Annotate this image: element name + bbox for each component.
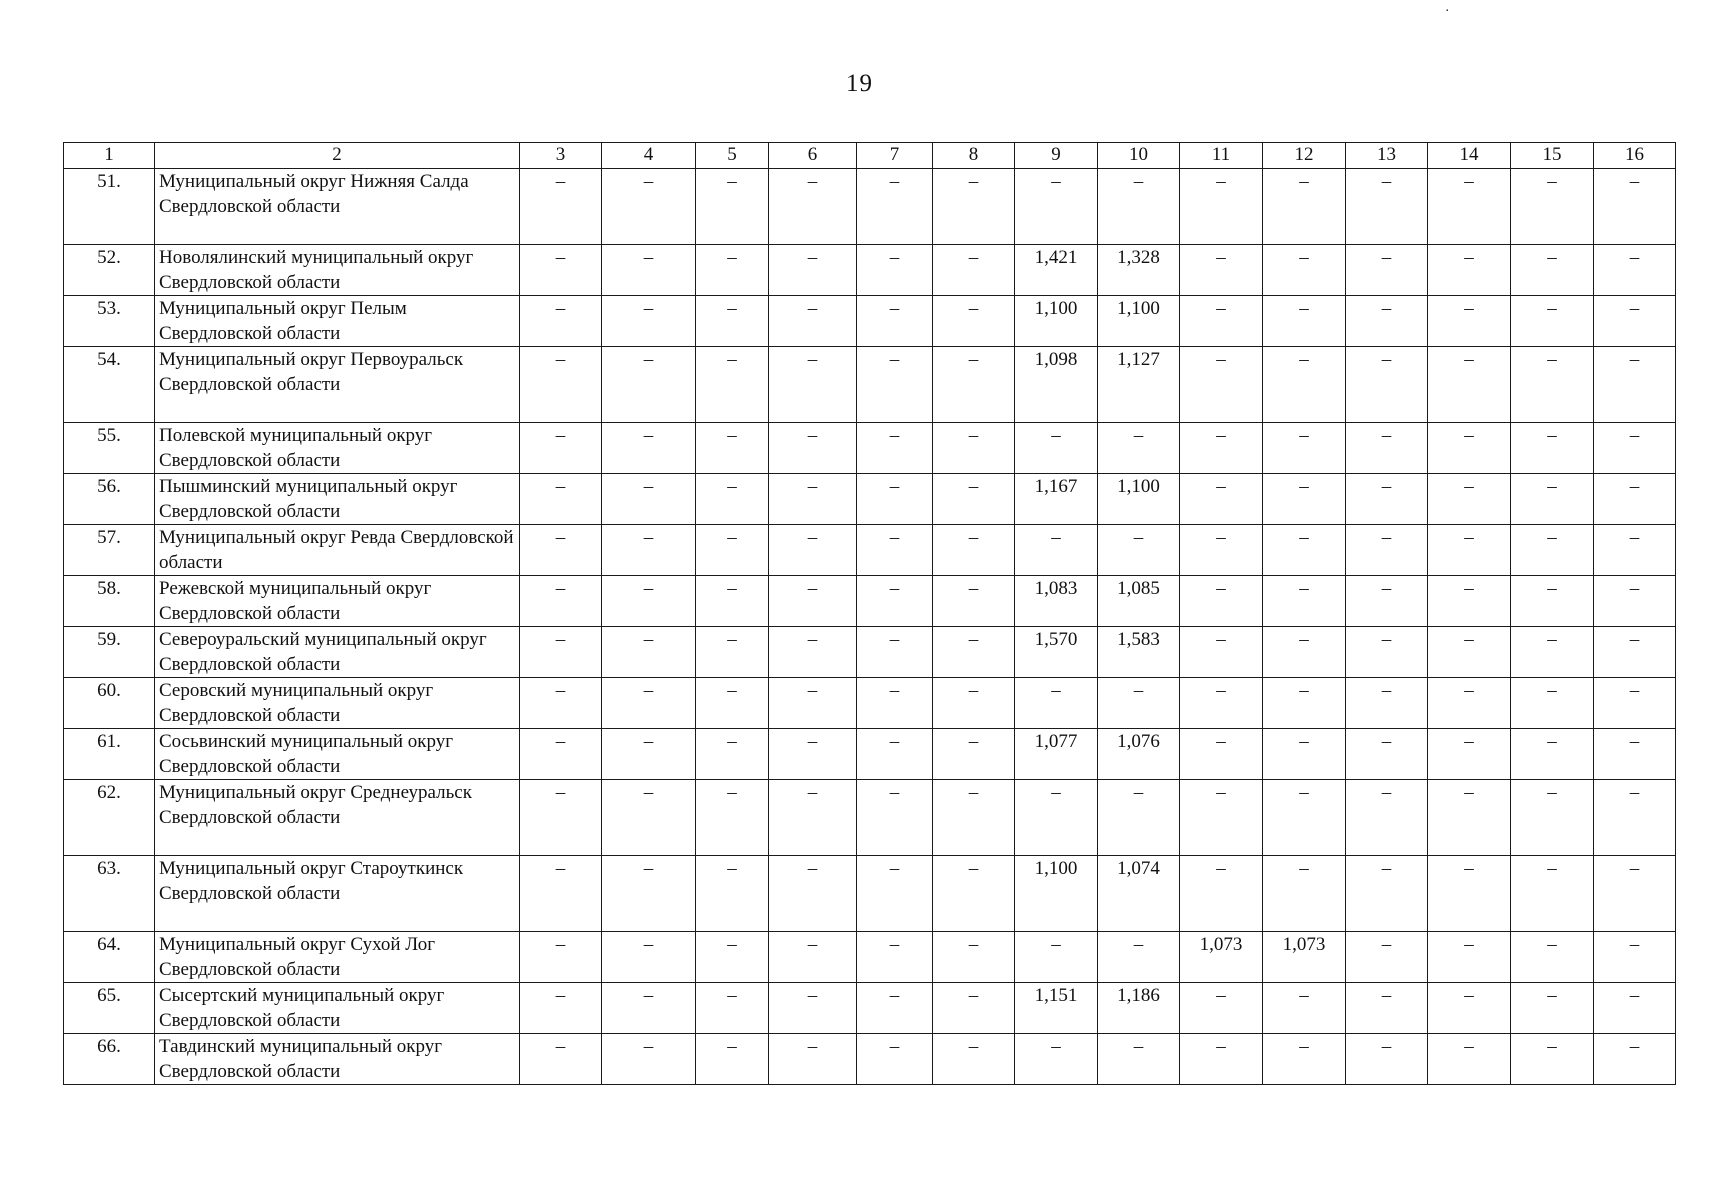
value-cell-col-12: – [1263,525,1346,576]
value-cell-col-10: 1,127 [1098,347,1180,423]
table-row [64,169,1676,245]
value-cell-col-4: – [602,627,696,678]
value-cell-col-6: – [769,169,857,245]
value-cell-col-9: 1,100 [1015,296,1098,347]
municipality-name: Муниципальный округ Первоуральск Свердловской области [155,347,520,423]
value-cell-col-4: – [602,347,696,423]
value-cell-col-5: – [696,932,769,983]
value-cell-col-15: – [1511,423,1594,474]
value-cell-col-6: – [769,780,857,856]
value-cell-col-5: – [696,576,769,627]
value-cell-col-15: – [1511,296,1594,347]
value-cell-col-7: – [857,1034,933,1085]
value-cell-col-4: – [602,780,696,856]
municipality-name: Новолялинский муниципальный округ Свердловской области [155,245,520,296]
value-cell-col-6: – [769,245,857,296]
value-cell-col-16: – [1594,678,1676,729]
value-cell-col-11: – [1180,983,1263,1034]
table-row [64,983,1676,1034]
value-cell-col-12: – [1263,347,1346,423]
value-cell-col-15: – [1511,856,1594,932]
value-cell-col-4: – [602,1034,696,1085]
value-cell-col-6: – [769,423,857,474]
value-cell-col-8: – [933,296,1015,347]
value-cell-col-14: – [1428,678,1511,729]
value-cell-col-16: – [1594,245,1676,296]
column-header-8: 8 [933,143,1015,169]
table-row [64,1034,1676,1085]
value-cell-col-13: – [1346,245,1428,296]
value-cell-col-10: 1,085 [1098,576,1180,627]
table-row [64,245,1676,296]
value-cell-col-16: – [1594,525,1676,576]
value-cell-col-7: – [857,576,933,627]
value-cell-col-11: – [1180,245,1263,296]
column-header-4: 4 [602,143,696,169]
value-cell-col-11: – [1180,856,1263,932]
value-cell-col-12: – [1263,245,1346,296]
value-cell-col-16: – [1594,169,1676,245]
municipality-name: Североуральский муниципальный округ Свердловской области [155,627,520,678]
value-cell-col-4: – [602,245,696,296]
value-cell-col-10: – [1098,525,1180,576]
value-cell-col-9: – [1015,169,1098,245]
value-cell-col-7: – [857,627,933,678]
value-cell-col-11: – [1180,296,1263,347]
value-cell-col-15: – [1511,347,1594,423]
value-cell-col-12: – [1263,780,1346,856]
value-cell-col-6: – [769,525,857,576]
table-row [64,627,1676,678]
value-cell-col-7: – [857,678,933,729]
value-cell-col-14: – [1428,245,1511,296]
row-number: 53. [64,296,155,347]
value-cell-col-15: – [1511,983,1594,1034]
value-cell-col-9: 1,421 [1015,245,1098,296]
row-number: 55. [64,423,155,474]
table-row [64,780,1676,856]
value-cell-col-5: – [696,729,769,780]
value-cell-col-14: – [1428,296,1511,347]
row-number: 59. [64,627,155,678]
value-cell-col-11: – [1180,627,1263,678]
value-cell-col-15: – [1511,525,1594,576]
value-cell-col-10: 1,583 [1098,627,1180,678]
table-row [64,856,1676,932]
value-cell-col-6: – [769,627,857,678]
value-cell-col-8: – [933,245,1015,296]
row-number: 54. [64,347,155,423]
table-row [64,474,1676,525]
row-number: 56. [64,474,155,525]
value-cell-col-13: – [1346,474,1428,525]
value-cell-col-6: – [769,296,857,347]
value-cell-col-3: – [520,780,602,856]
municipality-name: Режевской муниципальный округ Свердловской области [155,576,520,627]
value-cell-col-6: – [769,347,857,423]
value-cell-col-11: – [1180,169,1263,245]
value-cell-col-16: – [1594,1034,1676,1085]
row-number: 52. [64,245,155,296]
value-cell-col-3: – [520,423,602,474]
value-cell-col-4: – [602,423,696,474]
value-cell-col-7: – [857,983,933,1034]
municipality-name: Муниципальный округ Староуткинск Свердловской области [155,856,520,932]
value-cell-col-9: 1,570 [1015,627,1098,678]
value-cell-col-13: – [1346,729,1428,780]
value-cell-col-16: – [1594,729,1676,780]
municipality-name: Сысертский муниципальный округ Свердловской области [155,983,520,1034]
value-cell-col-10: 1,076 [1098,729,1180,780]
value-cell-col-15: – [1511,576,1594,627]
value-cell-col-6: – [769,729,857,780]
value-cell-col-12: 1,073 [1263,932,1346,983]
column-header-10: 10 [1098,143,1180,169]
row-number: 62. [64,780,155,856]
page-number: 19 [846,70,873,97]
value-cell-col-14: – [1428,1034,1511,1085]
value-cell-col-3: – [520,576,602,627]
value-cell-col-15: – [1511,474,1594,525]
value-cell-col-11: – [1180,423,1263,474]
value-cell-col-13: – [1346,678,1428,729]
value-cell-col-7: – [857,525,933,576]
value-cell-col-6: – [769,856,857,932]
column-header-2: 2 [155,143,520,169]
value-cell-col-14: – [1428,932,1511,983]
value-cell-col-12: – [1263,627,1346,678]
value-cell-col-10: – [1098,678,1180,729]
value-cell-col-16: – [1594,856,1676,932]
municipality-name: Сосьвинский муниципальный округ Свердловской области [155,729,520,780]
value-cell-col-7: – [857,169,933,245]
value-cell-col-10: 1,186 [1098,983,1180,1034]
value-cell-col-7: – [857,780,933,856]
value-cell-col-12: – [1263,678,1346,729]
value-cell-col-14: – [1428,856,1511,932]
value-cell-col-13: – [1346,627,1428,678]
value-cell-col-5: – [696,474,769,525]
value-cell-col-13: – [1346,296,1428,347]
value-cell-col-15: – [1511,932,1594,983]
value-cell-col-6: – [769,576,857,627]
value-cell-col-8: – [933,474,1015,525]
value-cell-col-4: – [602,169,696,245]
value-cell-col-4: – [602,983,696,1034]
value-cell-col-13: – [1346,423,1428,474]
value-cell-col-10: 1,100 [1098,474,1180,525]
value-cell-col-9: 1,151 [1015,983,1098,1034]
column-header-15: 15 [1511,143,1594,169]
table-row [64,525,1676,576]
table-row [64,678,1676,729]
value-cell-col-16: – [1594,627,1676,678]
value-cell-col-15: – [1511,627,1594,678]
table-row [64,729,1676,780]
value-cell-col-16: – [1594,474,1676,525]
value-cell-col-6: – [769,932,857,983]
municipality-name: Муниципальный округ Среднеуральск Свердловской области [155,780,520,856]
value-cell-col-5: – [696,347,769,423]
value-cell-col-13: – [1346,983,1428,1034]
value-cell-col-9: 1,167 [1015,474,1098,525]
value-cell-col-14: – [1428,347,1511,423]
value-cell-col-7: – [857,932,933,983]
value-cell-col-5: – [696,678,769,729]
value-cell-col-4: – [602,932,696,983]
value-cell-col-3: – [520,296,602,347]
column-header-16: 16 [1594,143,1676,169]
column-number-row [64,143,1676,169]
value-cell-col-11: – [1180,347,1263,423]
value-cell-col-15: – [1511,729,1594,780]
value-cell-col-13: – [1346,169,1428,245]
value-cell-col-7: – [857,296,933,347]
value-cell-col-3: – [520,474,602,525]
value-cell-col-16: – [1594,983,1676,1034]
value-cell-col-13: – [1346,932,1428,983]
value-cell-col-11: – [1180,1034,1263,1085]
value-cell-col-5: – [696,983,769,1034]
value-cell-col-8: – [933,729,1015,780]
value-cell-col-12: – [1263,474,1346,525]
value-cell-col-16: – [1594,423,1676,474]
table-row [64,347,1676,423]
value-cell-col-14: – [1428,729,1511,780]
value-cell-col-5: – [696,245,769,296]
table-row [64,576,1676,627]
value-cell-col-12: – [1263,296,1346,347]
value-cell-col-11: – [1180,474,1263,525]
value-cell-col-8: – [933,856,1015,932]
column-header-12: 12 [1263,143,1346,169]
value-cell-col-9: – [1015,525,1098,576]
row-number: 63. [64,856,155,932]
row-number: 65. [64,983,155,1034]
value-cell-col-4: – [602,525,696,576]
column-header-5: 5 [696,143,769,169]
value-cell-col-15: – [1511,169,1594,245]
value-cell-col-9: – [1015,678,1098,729]
column-header-1: 1 [64,143,155,169]
value-cell-col-6: – [769,678,857,729]
municipality-name: Серовский муниципальный округ Свердловской области [155,678,520,729]
value-cell-col-14: – [1428,983,1511,1034]
value-cell-col-3: – [520,1034,602,1085]
municipality-name: Пышминский муниципальный округ Свердловской области [155,474,520,525]
municipality-name: Муниципальный округ Ревда Свердловской области [155,525,520,576]
value-cell-col-12: – [1263,1034,1346,1085]
value-cell-col-3: – [520,169,602,245]
value-cell-col-10: 1,100 [1098,296,1180,347]
value-cell-col-6: – [769,1034,857,1085]
value-cell-col-14: – [1428,627,1511,678]
value-cell-col-12: – [1263,729,1346,780]
value-cell-col-4: – [602,678,696,729]
value-cell-col-4: – [602,474,696,525]
value-cell-col-10: 1,074 [1098,856,1180,932]
value-cell-col-3: – [520,245,602,296]
value-cell-col-9: – [1015,423,1098,474]
value-cell-col-15: – [1511,780,1594,856]
column-header-14: 14 [1428,143,1511,169]
value-cell-col-9: – [1015,932,1098,983]
value-cell-col-5: – [696,856,769,932]
value-cell-col-7: – [857,347,933,423]
value-cell-col-14: – [1428,474,1511,525]
value-cell-col-3: – [520,856,602,932]
value-cell-col-8: – [933,678,1015,729]
value-cell-col-7: – [857,245,933,296]
municipality-name: Муниципальный округ Пелым Свердловской области [155,296,520,347]
value-cell-col-5: – [696,169,769,245]
row-number: 57. [64,525,155,576]
column-header-13: 13 [1346,143,1428,169]
value-cell-col-7: – [857,856,933,932]
value-cell-col-9: 1,098 [1015,347,1098,423]
value-cell-col-5: – [696,423,769,474]
value-cell-col-9: 1,077 [1015,729,1098,780]
row-number: 61. [64,729,155,780]
value-cell-col-8: – [933,169,1015,245]
table-row [64,932,1676,983]
value-cell-col-9: – [1015,1034,1098,1085]
value-cell-col-8: – [933,525,1015,576]
value-cell-col-14: – [1428,169,1511,245]
column-header-3: 3 [520,143,602,169]
scan-speck: . [1445,0,1449,15]
value-cell-col-10: – [1098,1034,1180,1085]
value-cell-col-15: – [1511,245,1594,296]
value-cell-col-16: – [1594,576,1676,627]
column-header-11: 11 [1180,143,1263,169]
municipality-name: Полевской муниципальный округ Свердловской области [155,423,520,474]
value-cell-col-8: – [933,347,1015,423]
value-cell-col-12: – [1263,423,1346,474]
value-cell-col-15: – [1511,678,1594,729]
value-cell-col-14: – [1428,525,1511,576]
value-cell-col-8: – [933,576,1015,627]
value-cell-col-4: – [602,856,696,932]
value-cell-col-10: 1,328 [1098,245,1180,296]
value-cell-col-14: – [1428,576,1511,627]
row-number: 51. [64,169,155,245]
value-cell-col-5: – [696,525,769,576]
value-cell-col-14: – [1428,423,1511,474]
value-cell-col-4: – [602,576,696,627]
value-cell-col-8: – [933,1034,1015,1085]
value-cell-col-12: – [1263,576,1346,627]
value-cell-col-5: – [696,1034,769,1085]
value-cell-col-16: – [1594,347,1676,423]
row-number: 64. [64,932,155,983]
value-cell-col-8: – [933,932,1015,983]
value-cell-col-16: – [1594,296,1676,347]
data-table [63,142,1676,1085]
value-cell-col-4: – [602,296,696,347]
value-cell-col-10: – [1098,780,1180,856]
value-cell-col-13: – [1346,1034,1428,1085]
value-cell-col-6: – [769,474,857,525]
row-number: 60. [64,678,155,729]
value-cell-col-8: – [933,627,1015,678]
value-cell-col-12: – [1263,169,1346,245]
value-cell-col-3: – [520,627,602,678]
value-cell-col-15: – [1511,1034,1594,1085]
value-cell-col-8: – [933,983,1015,1034]
value-cell-col-3: – [520,729,602,780]
value-cell-col-12: – [1263,983,1346,1034]
value-cell-col-16: – [1594,780,1676,856]
table-row [64,296,1676,347]
row-number: 66. [64,1034,155,1085]
value-cell-col-11: – [1180,525,1263,576]
municipality-name: Муниципальный округ Сухой Лог Свердловской области [155,932,520,983]
value-cell-col-11: – [1180,576,1263,627]
value-cell-col-5: – [696,780,769,856]
value-cell-col-8: – [933,423,1015,474]
value-cell-col-11: – [1180,780,1263,856]
value-cell-col-8: – [933,780,1015,856]
column-header-9: 9 [1015,143,1098,169]
column-header-6: 6 [769,143,857,169]
value-cell-col-4: – [602,729,696,780]
value-cell-col-3: – [520,678,602,729]
value-cell-col-13: – [1346,780,1428,856]
value-cell-col-13: – [1346,347,1428,423]
value-cell-col-3: – [520,932,602,983]
value-cell-col-10: – [1098,169,1180,245]
value-cell-col-14: – [1428,780,1511,856]
municipality-name: Муниципальный округ Нижняя Салда Свердловской области [155,169,520,245]
value-cell-col-7: – [857,423,933,474]
value-cell-col-3: – [520,983,602,1034]
value-cell-col-13: – [1346,525,1428,576]
value-cell-col-5: – [696,296,769,347]
value-cell-col-9: 1,100 [1015,856,1098,932]
value-cell-col-5: – [696,627,769,678]
municipality-name: Тавдинский муниципальный округ Свердловской области [155,1034,520,1085]
value-cell-col-13: – [1346,856,1428,932]
value-cell-col-11: – [1180,678,1263,729]
value-cell-col-9: 1,083 [1015,576,1098,627]
value-cell-col-11: 1,073 [1180,932,1263,983]
value-cell-col-6: – [769,983,857,1034]
value-cell-col-10: – [1098,423,1180,474]
value-cell-col-3: – [520,347,602,423]
column-header-7: 7 [857,143,933,169]
table-body [64,169,1676,1085]
value-cell-col-9: – [1015,780,1098,856]
table-row [64,423,1676,474]
value-cell-col-13: – [1346,576,1428,627]
value-cell-col-3: – [520,525,602,576]
value-cell-col-7: – [857,729,933,780]
value-cell-col-16: – [1594,932,1676,983]
row-number: 58. [64,576,155,627]
value-cell-col-7: – [857,474,933,525]
value-cell-col-10: – [1098,932,1180,983]
value-cell-col-11: – [1180,729,1263,780]
value-cell-col-12: – [1263,856,1346,932]
